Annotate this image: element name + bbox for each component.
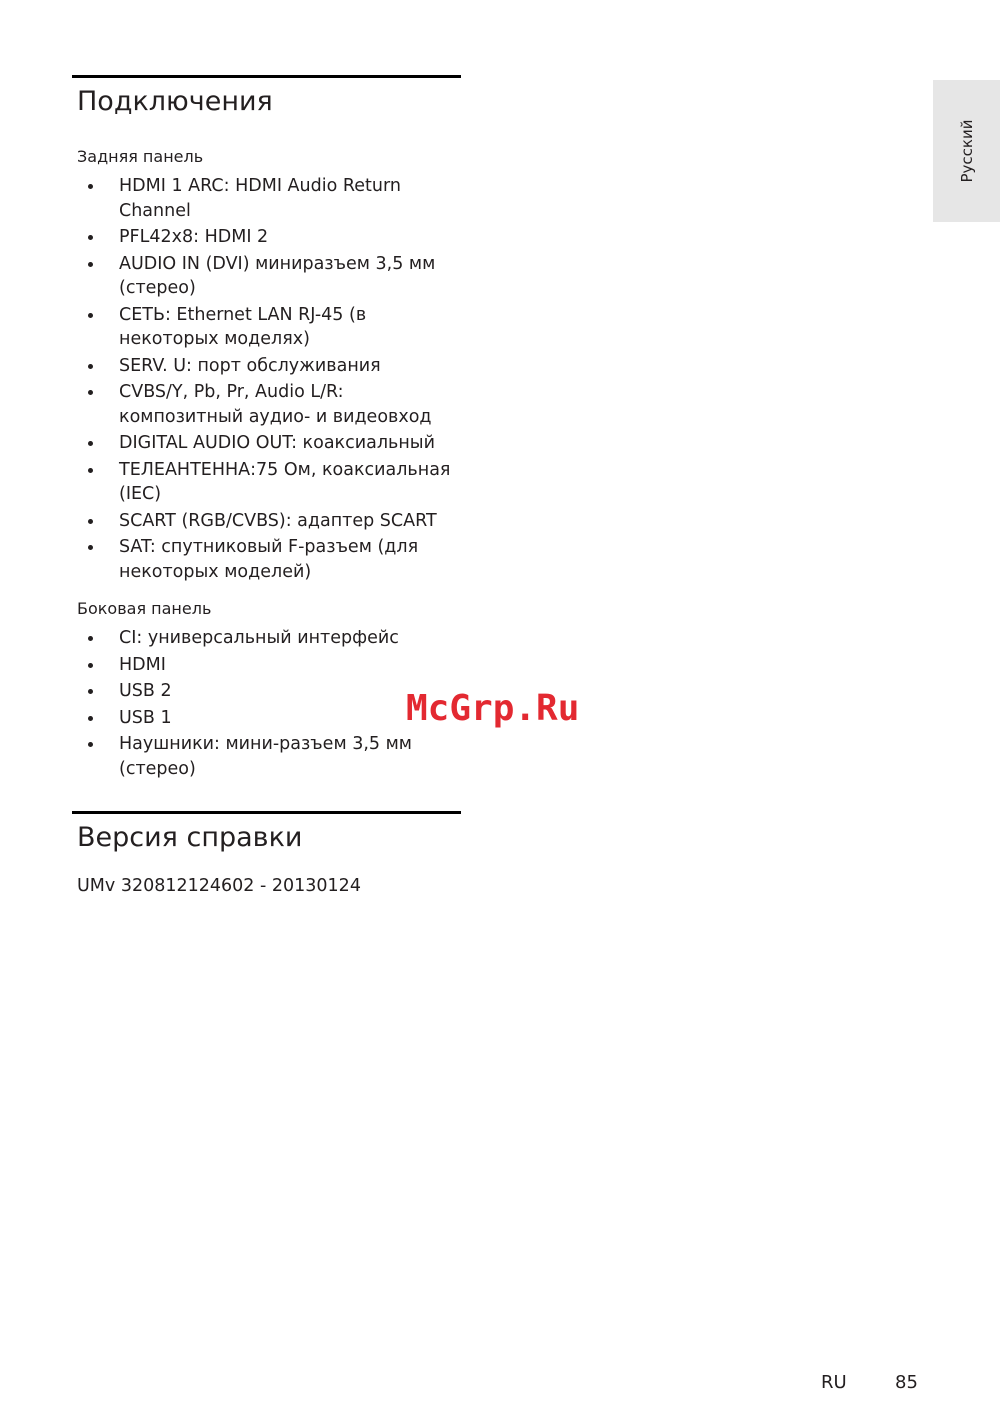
list-item xyxy=(72,626,462,651)
list-item xyxy=(72,653,462,678)
bullet-icon xyxy=(88,689,93,694)
bullet-icon xyxy=(88,313,93,318)
list-item xyxy=(72,252,462,301)
list-item xyxy=(72,354,462,379)
side-panel-title: Боковая панель xyxy=(77,599,212,618)
list-item xyxy=(72,380,462,429)
bullet-icon xyxy=(88,742,93,747)
list-item xyxy=(72,174,462,223)
bullet-icon xyxy=(88,364,93,369)
list-item xyxy=(72,431,462,456)
bullet-icon xyxy=(88,636,93,641)
bullet-icon xyxy=(88,390,93,395)
list-item-text: Наушники: мини-разъем 3,5 мм (стерео) xyxy=(119,734,413,779)
watermark-logo: McGrp.Ru xyxy=(406,688,580,729)
list-item xyxy=(72,706,462,731)
list-item xyxy=(72,225,462,250)
list-item xyxy=(72,732,462,781)
connections-title: Подключения xyxy=(77,86,273,117)
bullet-icon xyxy=(88,262,93,267)
bullet-icon xyxy=(88,519,93,524)
help-version-text: UMv 320812124602 - 20130124 xyxy=(77,876,361,896)
list-item xyxy=(72,509,462,534)
list-item xyxy=(72,535,462,584)
rear-panel-title: Задняя панель xyxy=(77,147,204,166)
list-item-text: СЕТЬ: Ethernet LAN RJ-45 (в некоторых моделях) xyxy=(119,304,367,349)
page-number: 85 xyxy=(895,1372,918,1393)
side-panel-list xyxy=(72,626,462,781)
footer-language-code: RU xyxy=(821,1372,847,1393)
rear-panel-list xyxy=(72,174,462,584)
list-item xyxy=(72,458,462,507)
bullet-icon xyxy=(88,545,93,550)
list-item-text: USB 1 xyxy=(119,707,172,728)
connections-section xyxy=(72,75,462,783)
bullet-icon xyxy=(88,663,93,668)
list-item xyxy=(72,679,462,704)
language-side-tab xyxy=(933,80,1000,222)
language-label: Русский xyxy=(957,119,976,183)
list-item-text: PFL42x8: HDMI 2 xyxy=(119,227,269,247)
list-item-text: CVBS/Y, Pb, Pr, Audio L/R: композитный аудио- и видеовход xyxy=(119,382,432,427)
bullet-icon xyxy=(88,441,93,446)
list-item-text: HDMI 1 ARC: HDMI Audio Return Channel xyxy=(119,176,401,221)
help-version-title: Версия справки xyxy=(77,822,303,853)
section-divider xyxy=(72,811,461,814)
bullet-icon xyxy=(88,468,93,473)
section-divider xyxy=(72,75,461,78)
list-item-text: HDMI xyxy=(119,654,166,675)
list-item-text: DIGITAL AUDIO OUT: коаксиальный xyxy=(119,433,435,453)
list-item-text: SCART (RGB/CVBS): адаптер SCART xyxy=(119,510,437,531)
list-item-text: SERV. U: порт обслуживания xyxy=(119,355,381,376)
list-item xyxy=(72,303,462,352)
help-version-section xyxy=(72,811,462,898)
list-item-text: ТЕЛЕАНТЕННА:75 Ом, коаксиальная (IEC) xyxy=(119,459,451,504)
list-item-text: AUDIO IN (DVI) миниразъем 3,5 мм (стерео) xyxy=(119,253,436,298)
list-item-text: CI: универсальный интерфейс xyxy=(119,628,399,648)
bullet-icon xyxy=(88,716,93,721)
list-item-text: SAT: спутниковый F-разъем (для некоторых моделей) xyxy=(119,537,419,582)
list-item-text: USB 2 xyxy=(119,681,172,701)
bullet-icon xyxy=(88,184,93,189)
bullet-icon xyxy=(88,235,93,240)
